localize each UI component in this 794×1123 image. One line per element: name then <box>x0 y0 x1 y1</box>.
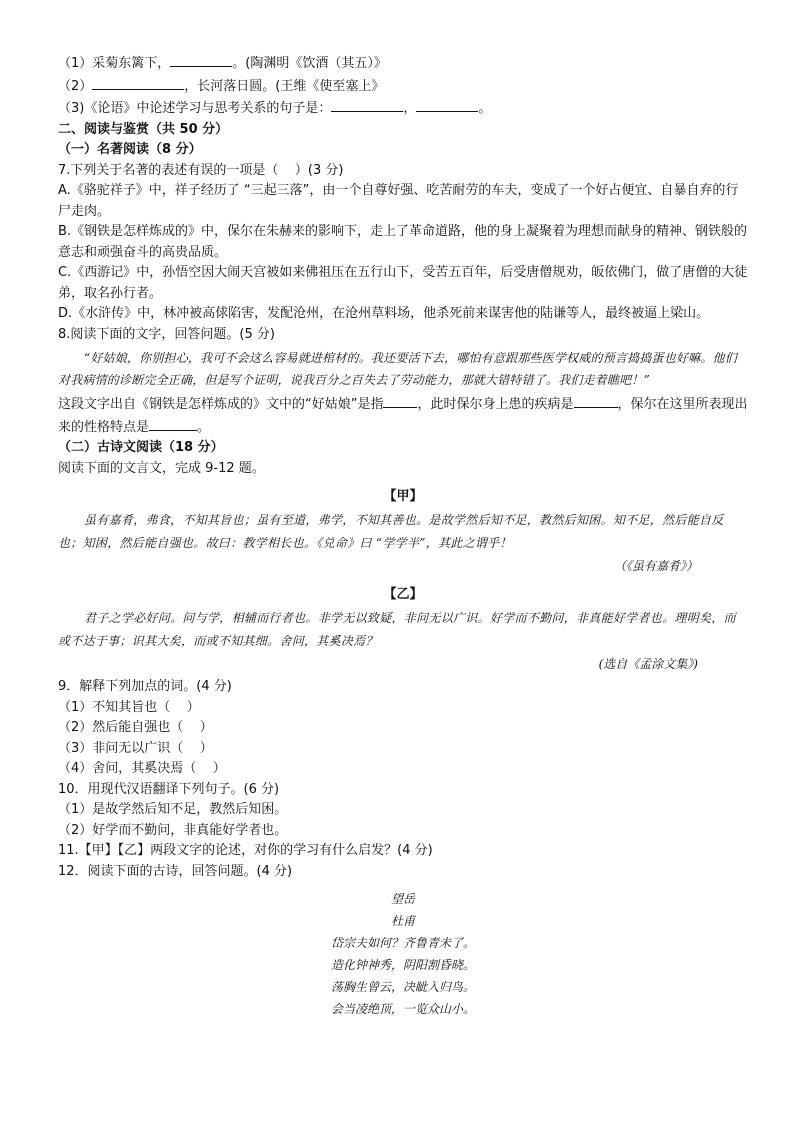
passage-jia-text: 虽有嘉肴，弗食，不知其旨也；虽有至道，弗学，不知其善也。是故学然后知不足，教然后知困。知不足，然后能自反也；知困，然后能自强也。故曰：教学相长也。《兑命》曰 “学学半”，其此之谓乎！ <box>58 513 724 550</box>
question-8-ask: 这段文字出自《钢铁是怎样炼成的》文中的“好姑娘”是指 ，此时保尔身上患的疾病是 ，保尔在这里所表现出来的性格特点是 。 <box>58 393 748 438</box>
option-d: D.《水浒传》中，林冲被高俅陷害，发配沧州，在沧州草料场，他杀死前来谋害他的陆谦等人，最终被逼上梁山。 <box>58 306 710 321</box>
poem-title: 望岳 <box>390 892 415 906</box>
answer-blank[interactable] <box>149 416 197 431</box>
answer-blank[interactable] <box>92 75 184 90</box>
poem-line: 荡胸生曾云，决眦入归鸟。 <box>330 980 475 994</box>
question-10-item: （2）好学而不勤问，非真能好学者也。 <box>58 822 288 838</box>
subsection-title: （二）古诗文阅读（18 分） <box>58 440 224 455</box>
answer-blank[interactable] <box>416 97 478 112</box>
passage-yi-text: 君子之学必好问。问与学，相辅而行者也。非学无以致疑，非问无以广识。好学而不勤问，非真能好学者也。理明矣，而或不达于事；识其大矣，而或不知其细。舍问，其奚决焉？ <box>58 611 736 648</box>
question-9-item: （1）不知其旨也（ ） <box>58 699 200 715</box>
poem-line: 岱宗夫如何？齐鲁青未了。 <box>330 936 475 950</box>
question-10-item: （1）是故学然后知不足，教然后知困。 <box>58 802 288 817</box>
passage-yi-mark: 【乙】 <box>383 587 423 602</box>
option-b: B.《钢铁是怎样炼成的》中，保尔在朱赫来的影响下，走上了革命道路，他的身上凝聚着为理想而献身的精神、钢铁般的意志和顽强奋斗的高贵品质。 <box>58 224 748 260</box>
answer-blank[interactable] <box>574 393 618 408</box>
fill-item-3: （3)《论语》中论述学习与思考关系的句子是： ， 。 <box>58 97 748 120</box>
poem-line: 造化钟神秀，阴阳割昏晓。 <box>330 958 475 972</box>
question-9-item: （2）然后能自强也（ ） <box>58 720 213 735</box>
subsection-title: （一）名著阅读（8 分） <box>58 142 202 157</box>
answer-blank[interactable] <box>170 52 232 67</box>
answer-blank[interactable] <box>383 393 417 408</box>
poem-line: 会当凌绝顶，一览众山小。 <box>330 1002 475 1016</box>
question-8-quote: “好姑娘，你别担心，我可不会这么容易就进棺材的。我还要活下去，哪怕有意跟那些医学权威的预言捣捣蛋也好嘛。他们对我病情的诊断完全正确，但是写个证明，说我百分之百失去了劳动能力，那就大错特错了。我们走着瞧吧！” <box>58 351 737 387</box>
fill-item-2: （2） ，长河落日圆。(王维《使至塞上》 <box>58 75 748 98</box>
poem-author: 杜甫 <box>390 914 415 928</box>
question-9-item: （3）非问无以广识（ ） <box>58 740 213 756</box>
question-7-stem: 7.下列关于名著的表述有误的一项是（ ）(3 分) <box>58 162 344 178</box>
passage-intro: 阅读下面的文言文，完成 9-12 题。 <box>58 460 265 476</box>
question-9-item: （4）舍问，其奚决焉（ ） <box>58 761 226 776</box>
fill-item-1: （1）采菊东篱下， 。(陶渊明《饮酒（其五）》 <box>58 52 748 75</box>
question-9-stem: 9．解释下列加点的词。(4 分) <box>58 679 232 694</box>
passage-yi-source: (选自《孟涂文集》) <box>598 657 698 671</box>
option-c: C.《西游记》中，孙悟空因大闹天宫被如来佛祖压在五行山下，受苦五百年，后受唐僧规劝，皈依佛门，做了唐僧的大徒弟，取名孙行者。 <box>58 265 748 301</box>
passage-jia-mark: 【甲】 <box>383 489 423 504</box>
section-title: 二、阅读与鉴赏（共 50 分） <box>58 121 229 137</box>
question-11-stem: 11.【甲】【乙】两段文字的论述，对你的学习有什么启发？(4 分) <box>58 843 433 858</box>
passage-jia-source: （《虽有嘉肴》） <box>613 559 698 573</box>
question-8-stem: 8.阅读下面的文字，回答问题。(5 分) <box>58 326 275 342</box>
question-10-stem: 10．用现代汉语翻译下列句子。(6 分) <box>58 781 280 797</box>
answer-blank[interactable] <box>331 97 403 112</box>
question-12-stem: 12．阅读下面的古诗，回答问题。(4 分) <box>58 863 293 879</box>
option-a: A.《骆驼祥子》中，祥子经历了 “三起三落”，由一个自尊好强、吃苦耐劳的车夫，变成了一个好占便宜、自暴自弃的行尸走肉。 <box>58 183 739 219</box>
exam-page <box>58 52 748 1020</box>
